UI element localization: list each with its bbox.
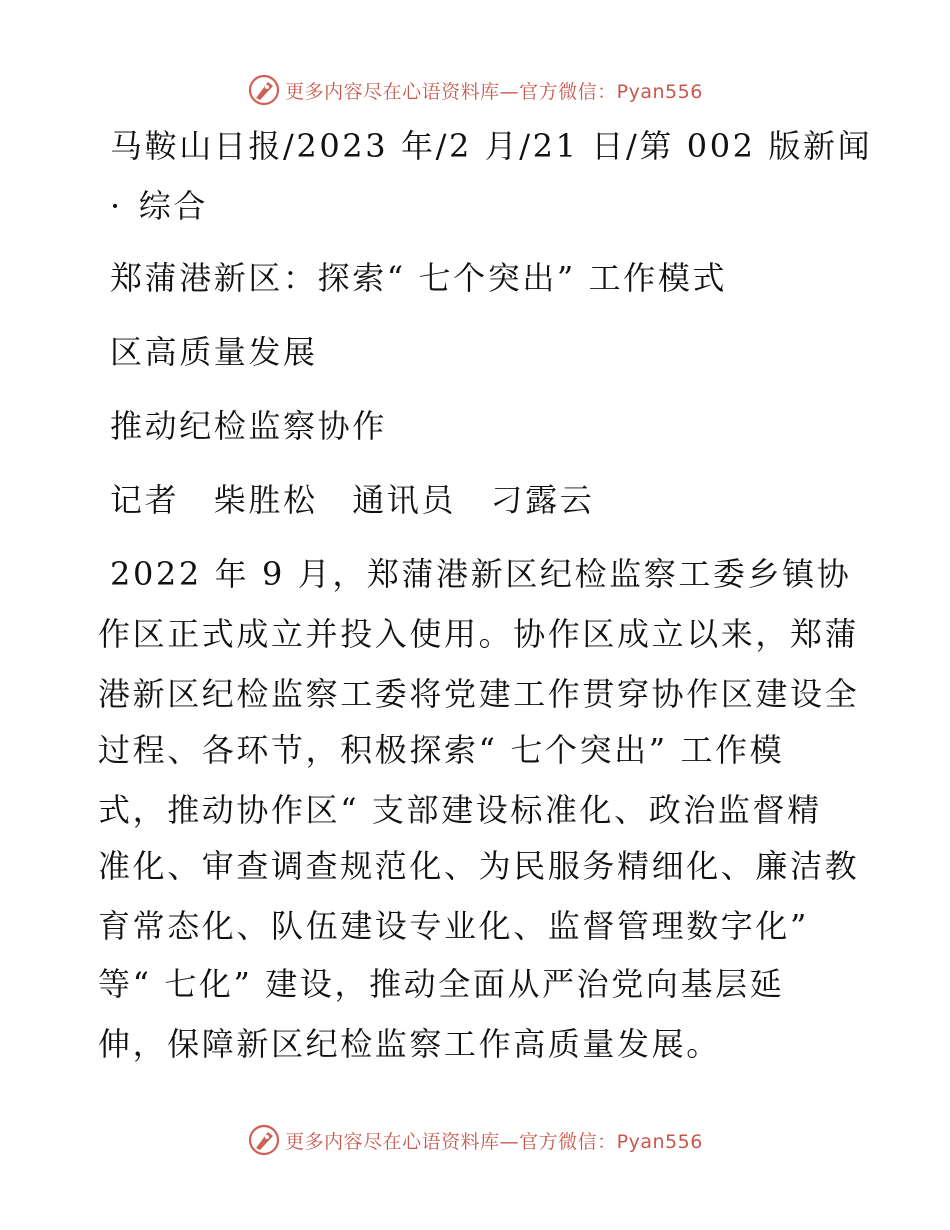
section-line: [110, 186, 208, 226]
section-label: 综合: [138, 187, 208, 225]
pen-nib-icon: [247, 73, 281, 107]
source-line: 马鞍山日报/2023 年/2 月/21 日/第 002 版新闻: [110, 127, 873, 165]
bullet-dot: ·: [110, 187, 123, 225]
title-line-3: 推动纪检监察协作: [110, 407, 387, 445]
body-line-9: 伸，保障新区纪检监察工作高质量发展。: [98, 1025, 721, 1063]
body-line-6: 准化、审查调查规范化、为民服务精细化、廉洁教: [98, 847, 860, 885]
body-line-5: 式，推动协作区“ 支部建设标准化、政治监督精: [98, 791, 822, 829]
watermark-text: 更多内容尽在心语资料库—官方微信：Pyan556: [285, 1130, 703, 1153]
watermark-text: 更多内容尽在心语资料库—官方微信：Pyan556: [285, 80, 703, 103]
body-line-4: 过程、各环节，积极探索“ 七个突出” 工作模: [98, 731, 785, 769]
body-line-8: 等“ 七化” 建设，推动全面从严治党向基层延: [98, 965, 785, 1003]
pen-nib-icon: [247, 1123, 281, 1157]
watermark-banner-bottom: [0, 1120, 950, 1160]
body-line-2: 作区正式成立并投入使用。协作区成立以来，郑蒲: [98, 615, 860, 653]
body-line-1: 2022 年 9 月，郑蒲港新区纪检监察工委乡镇协: [110, 555, 852, 593]
watermark-banner-top: [0, 70, 950, 110]
byline: 记者 柴胜松 通讯员 刁露云: [110, 481, 595, 519]
title-line-1: 郑蒲港新区：探索“ 七个突出” 工作模式: [110, 259, 728, 297]
body-line-3: 港新区纪检监察工委将党建工作贯穿协作区建设全: [98, 675, 860, 713]
title-line-2: 区高质量发展: [110, 333, 318, 371]
body-line-7: 育常态化、队伍建设专业化、监督管理数字化”: [98, 907, 809, 945]
